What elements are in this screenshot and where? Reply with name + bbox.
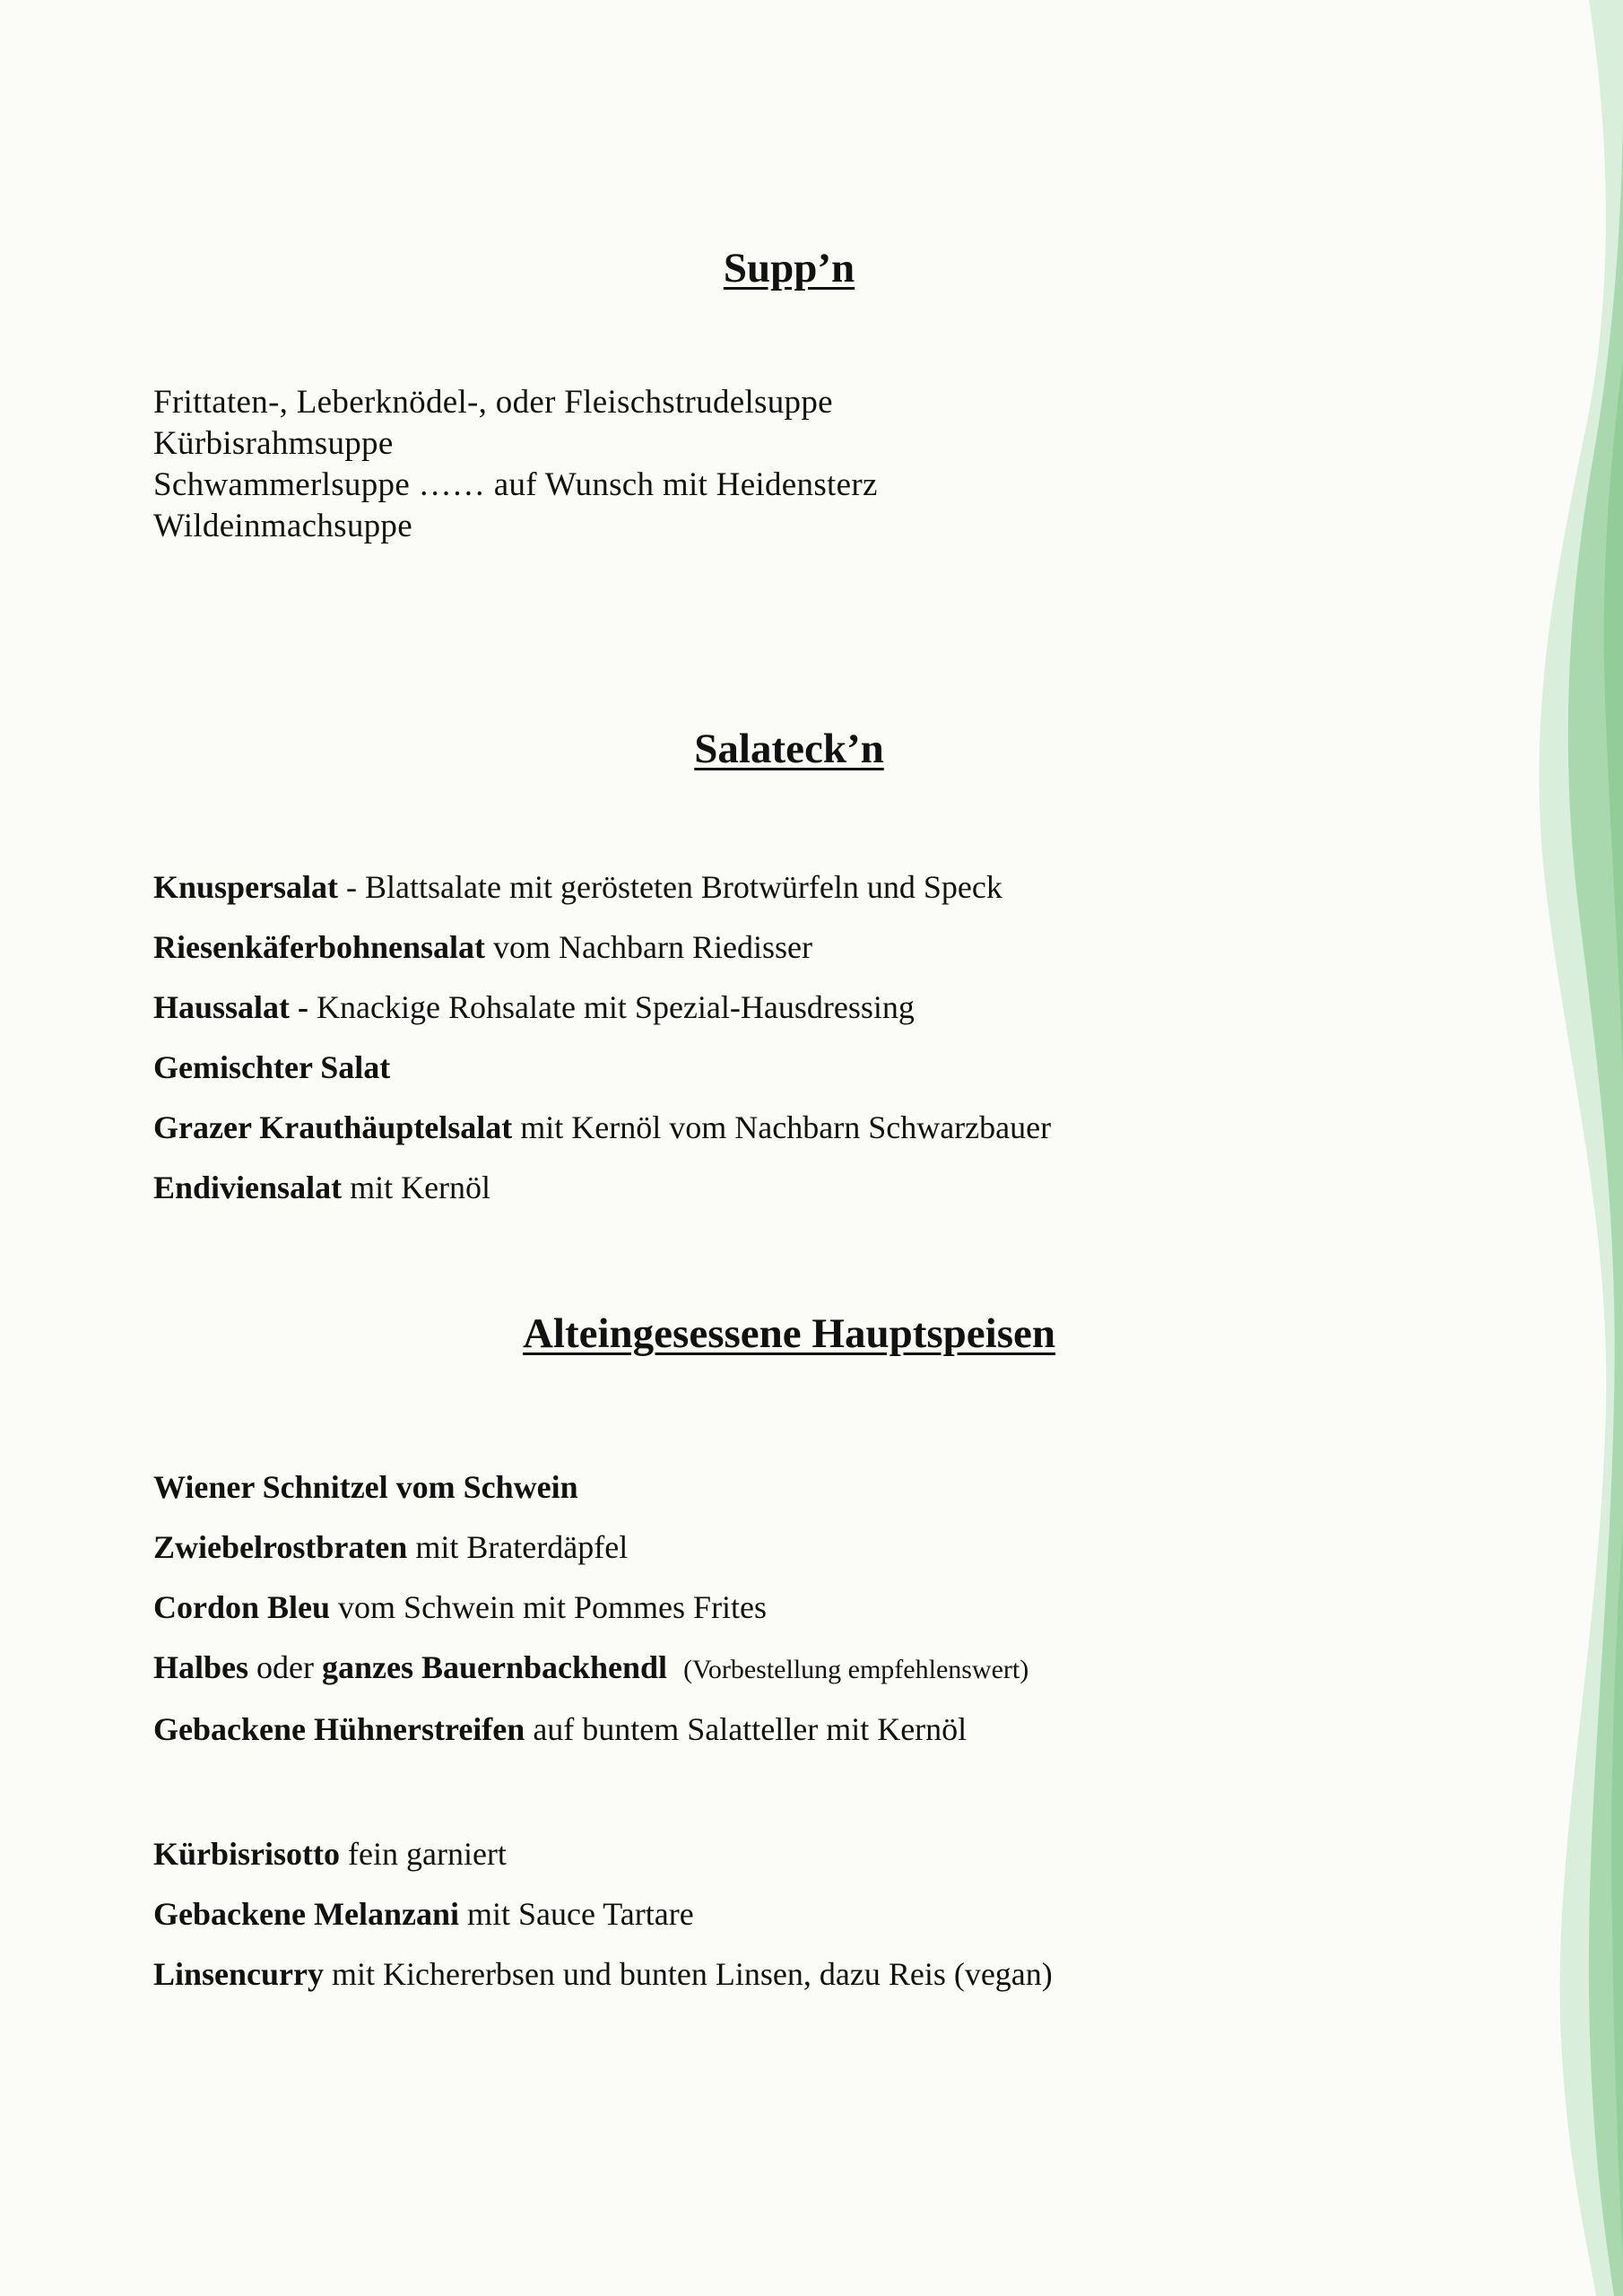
salad-item: [153, 1038, 1051, 1098]
mains-heading: [0, 1309, 1578, 1358]
wave-light-band: [1540, 0, 1623, 2296]
wave-dark-edge-lower: [1611, 1525, 1623, 2260]
salad-item-name: Endiviensalat: [153, 1170, 343, 1205]
mains-heading-text: Alteingesessene Hauptspeisen: [522, 1310, 1056, 1357]
hendl-note: (Vorbestellung empfehlenswert): [683, 1655, 1029, 1684]
main-item-description: mit Braterdäpfel: [407, 1529, 629, 1565]
soup-item: Kürbisrahmsuppe: [153, 425, 394, 462]
salad-item-name: Gemischter Salat: [153, 1049, 391, 1085]
main-item-description: vom Schwein mit Pommes Frites: [330, 1589, 768, 1625]
soups-heading: [0, 244, 1578, 292]
main-item-name: Cordon Bleu: [153, 1589, 331, 1625]
salad-item-name: Knuspersalat: [153, 869, 339, 905]
mains-list: [153, 1457, 1028, 1760]
vegetarian-item: [153, 1824, 1053, 1884]
main-item-description: auf buntem Salatteller mit Kernöl: [525, 1711, 968, 1747]
salad-item: [153, 857, 1051, 918]
salad-item-name: Riesenkäferbohnensalat: [153, 929, 486, 965]
salads-heading-text: Salateck’n: [694, 726, 884, 772]
salad-item-name: Haussalat -: [153, 989, 309, 1025]
soups-list: [153, 382, 878, 547]
vegetarian-item-description: fein garniert: [340, 1836, 507, 1872]
main-item: [153, 1518, 1028, 1578]
salad-item-description: mit Kernöl: [342, 1170, 491, 1205]
vegetarian-item-description: mit Sauce Tartare: [458, 1896, 694, 1932]
hendl-or: oder: [248, 1649, 322, 1685]
main-item: [153, 1700, 1028, 1760]
wave-mid-band: [1568, 54, 1623, 2296]
vegetarian-item-name: Kürbisrisotto: [153, 1836, 341, 1872]
soups-heading-text: Supp’n: [723, 245, 855, 291]
salads-heading: [0, 725, 1578, 773]
vegetarian-item-name: Linsencurry: [153, 1956, 325, 1992]
main-item: [153, 1457, 1028, 1518]
vegetarian-item-description: mit Kichererbsen und bunten Linsen, dazu Reis (vegan): [324, 1956, 1053, 1992]
salad-item-description: mit Kernöl vom Nachbarn Schwarzbauer: [512, 1109, 1052, 1145]
salad-item: [153, 1158, 1051, 1218]
vegetarian-item: [153, 1884, 1053, 1944]
salad-item-description: - Blattsalate mit gerösteten Brotwürfeln und Speck: [338, 869, 1002, 905]
salad-item-description: vom Nachbarn Riedisser: [485, 929, 812, 965]
salads-list: [153, 857, 1051, 1218]
salad-item: [153, 918, 1051, 978]
wave-dark-edge: [1604, 359, 1623, 1076]
main-item-name: Wiener Schnitzel vom Schwein: [153, 1469, 578, 1505]
hendl-whole: ganzes Bauernbackhendl: [321, 1649, 668, 1685]
salad-item-name: Grazer Krauthäuptelsalat: [153, 1109, 513, 1145]
salad-item: [153, 1098, 1051, 1158]
vegetarian-mains-list: [153, 1824, 1053, 2005]
vegetarian-item-name: Gebackene Melanzani: [153, 1896, 459, 1932]
soup-item: Wildeinmachsuppe: [153, 508, 412, 544]
main-item-name: Zwiebelrostbraten: [153, 1529, 408, 1565]
main-item-hendl: [153, 1638, 1028, 1700]
hendl-half: Halbes: [153, 1649, 249, 1685]
vegetarian-item: [153, 1944, 1053, 2005]
soup-item: Schwammerlsuppe …… auf Wunsch mit Heidensterz: [153, 466, 878, 503]
main-item: [153, 1578, 1028, 1638]
main-item-name: Gebackene Hühnerstreifen: [153, 1711, 525, 1747]
soup-item: Frittaten-, Leberknödel-, oder Fleischstrudelsuppe: [153, 384, 833, 421]
salad-item-description: Knackige Rohsalate mit Spezial-Hausdressing: [308, 989, 915, 1025]
salad-item: [153, 978, 1051, 1038]
